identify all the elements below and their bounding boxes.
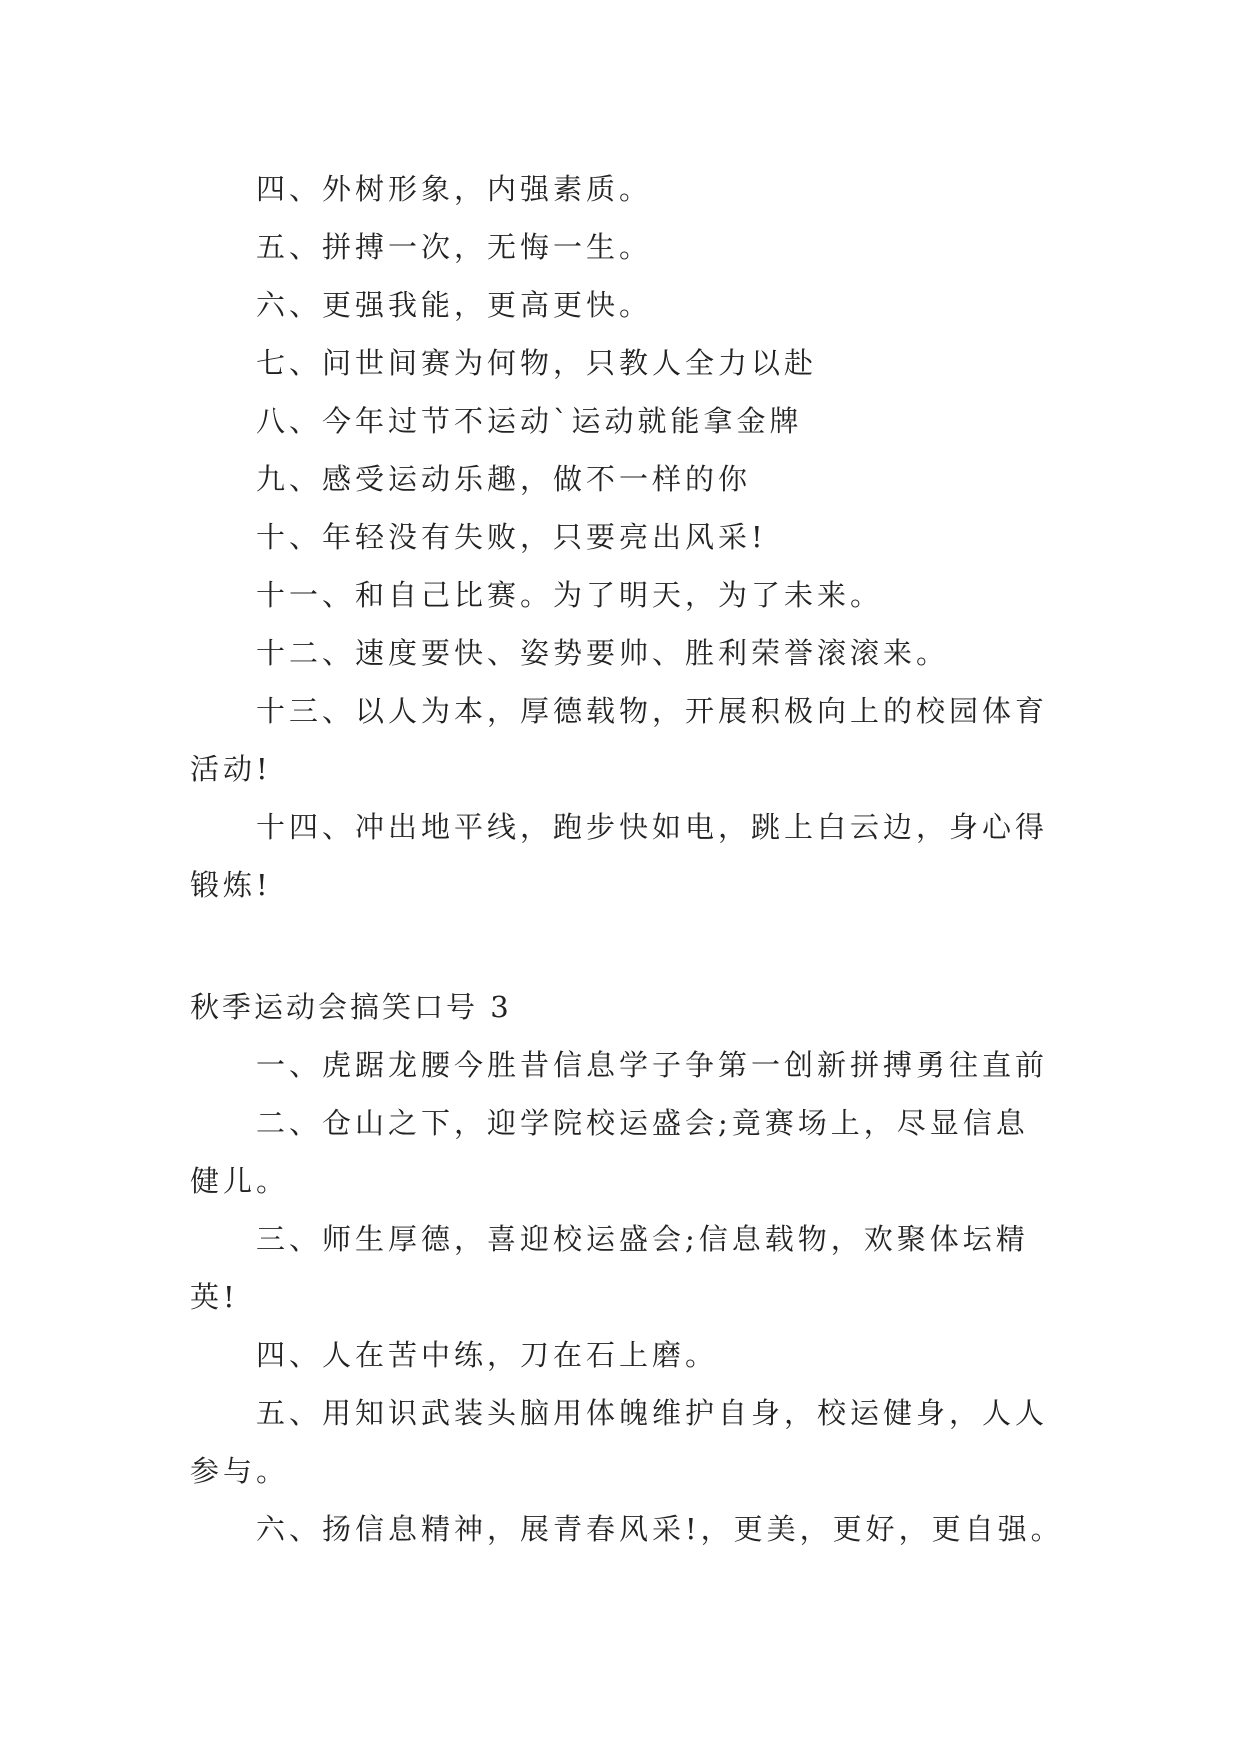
slogan-item: 十二、速度要快、姿势要帅、胜利荣誉滚滚来。 [256, 636, 950, 670]
slogan-item: 五、拼搏一次，无悔一生。 [256, 230, 653, 264]
slogan-item: 五、用知识武装头脑用体魄维护自身，校运健身，人人参与。 [190, 1396, 1049, 1488]
slogan-item: 三、师生厚德，喜迎校运盛会;信息载物，欢聚体坛精英! [190, 1222, 1029, 1314]
slogan-item: 十四、冲出地平线，跑步快如电，跳上白云边，身心得锻炼! [190, 810, 1049, 902]
slogan-item: 十、年轻没有失败，只要亮出风采! [256, 520, 767, 554]
slogan-item: 七、问世间赛为何物，只教人全力以赴 [256, 346, 818, 380]
slogan-item: 九、感受运动乐趣，做不一样的你 [256, 462, 752, 496]
slogan-item: 四、外树形象，内强素质。 [256, 172, 653, 206]
slogan-item: 八、今年过节不运动`运动就能拿金牌 [256, 404, 803, 438]
slogan-item: 四、人在苦中练，刀在石上磨。 [256, 1338, 719, 1372]
slogan-item: 一、虎踞龙腰今胜昔信息学子争第一创新拼搏勇往直前 [256, 1048, 1049, 1082]
slogan-item: 十三、以人为本，厚德载物，开展积极向上的校园体育活动! [190, 694, 1049, 786]
slogan-item: 十一、和自己比赛。为了明天，为了未来。 [256, 578, 884, 612]
section-heading: 秋季运动会搞笑口号 3 [190, 990, 512, 1024]
slogan-item: 二、仓山之下，迎学院校运盛会;竟赛场上，尽显信息健儿。 [190, 1106, 1029, 1198]
slogan-item: 六、更强我能，更高更快。 [256, 288, 653, 322]
document-body [190, 160, 1064, 1558]
slogan-item: 六、扬信息精神，展青春风采!，更美，更好，更自强。 [256, 1512, 1064, 1546]
section-spacer [190, 914, 1050, 978]
